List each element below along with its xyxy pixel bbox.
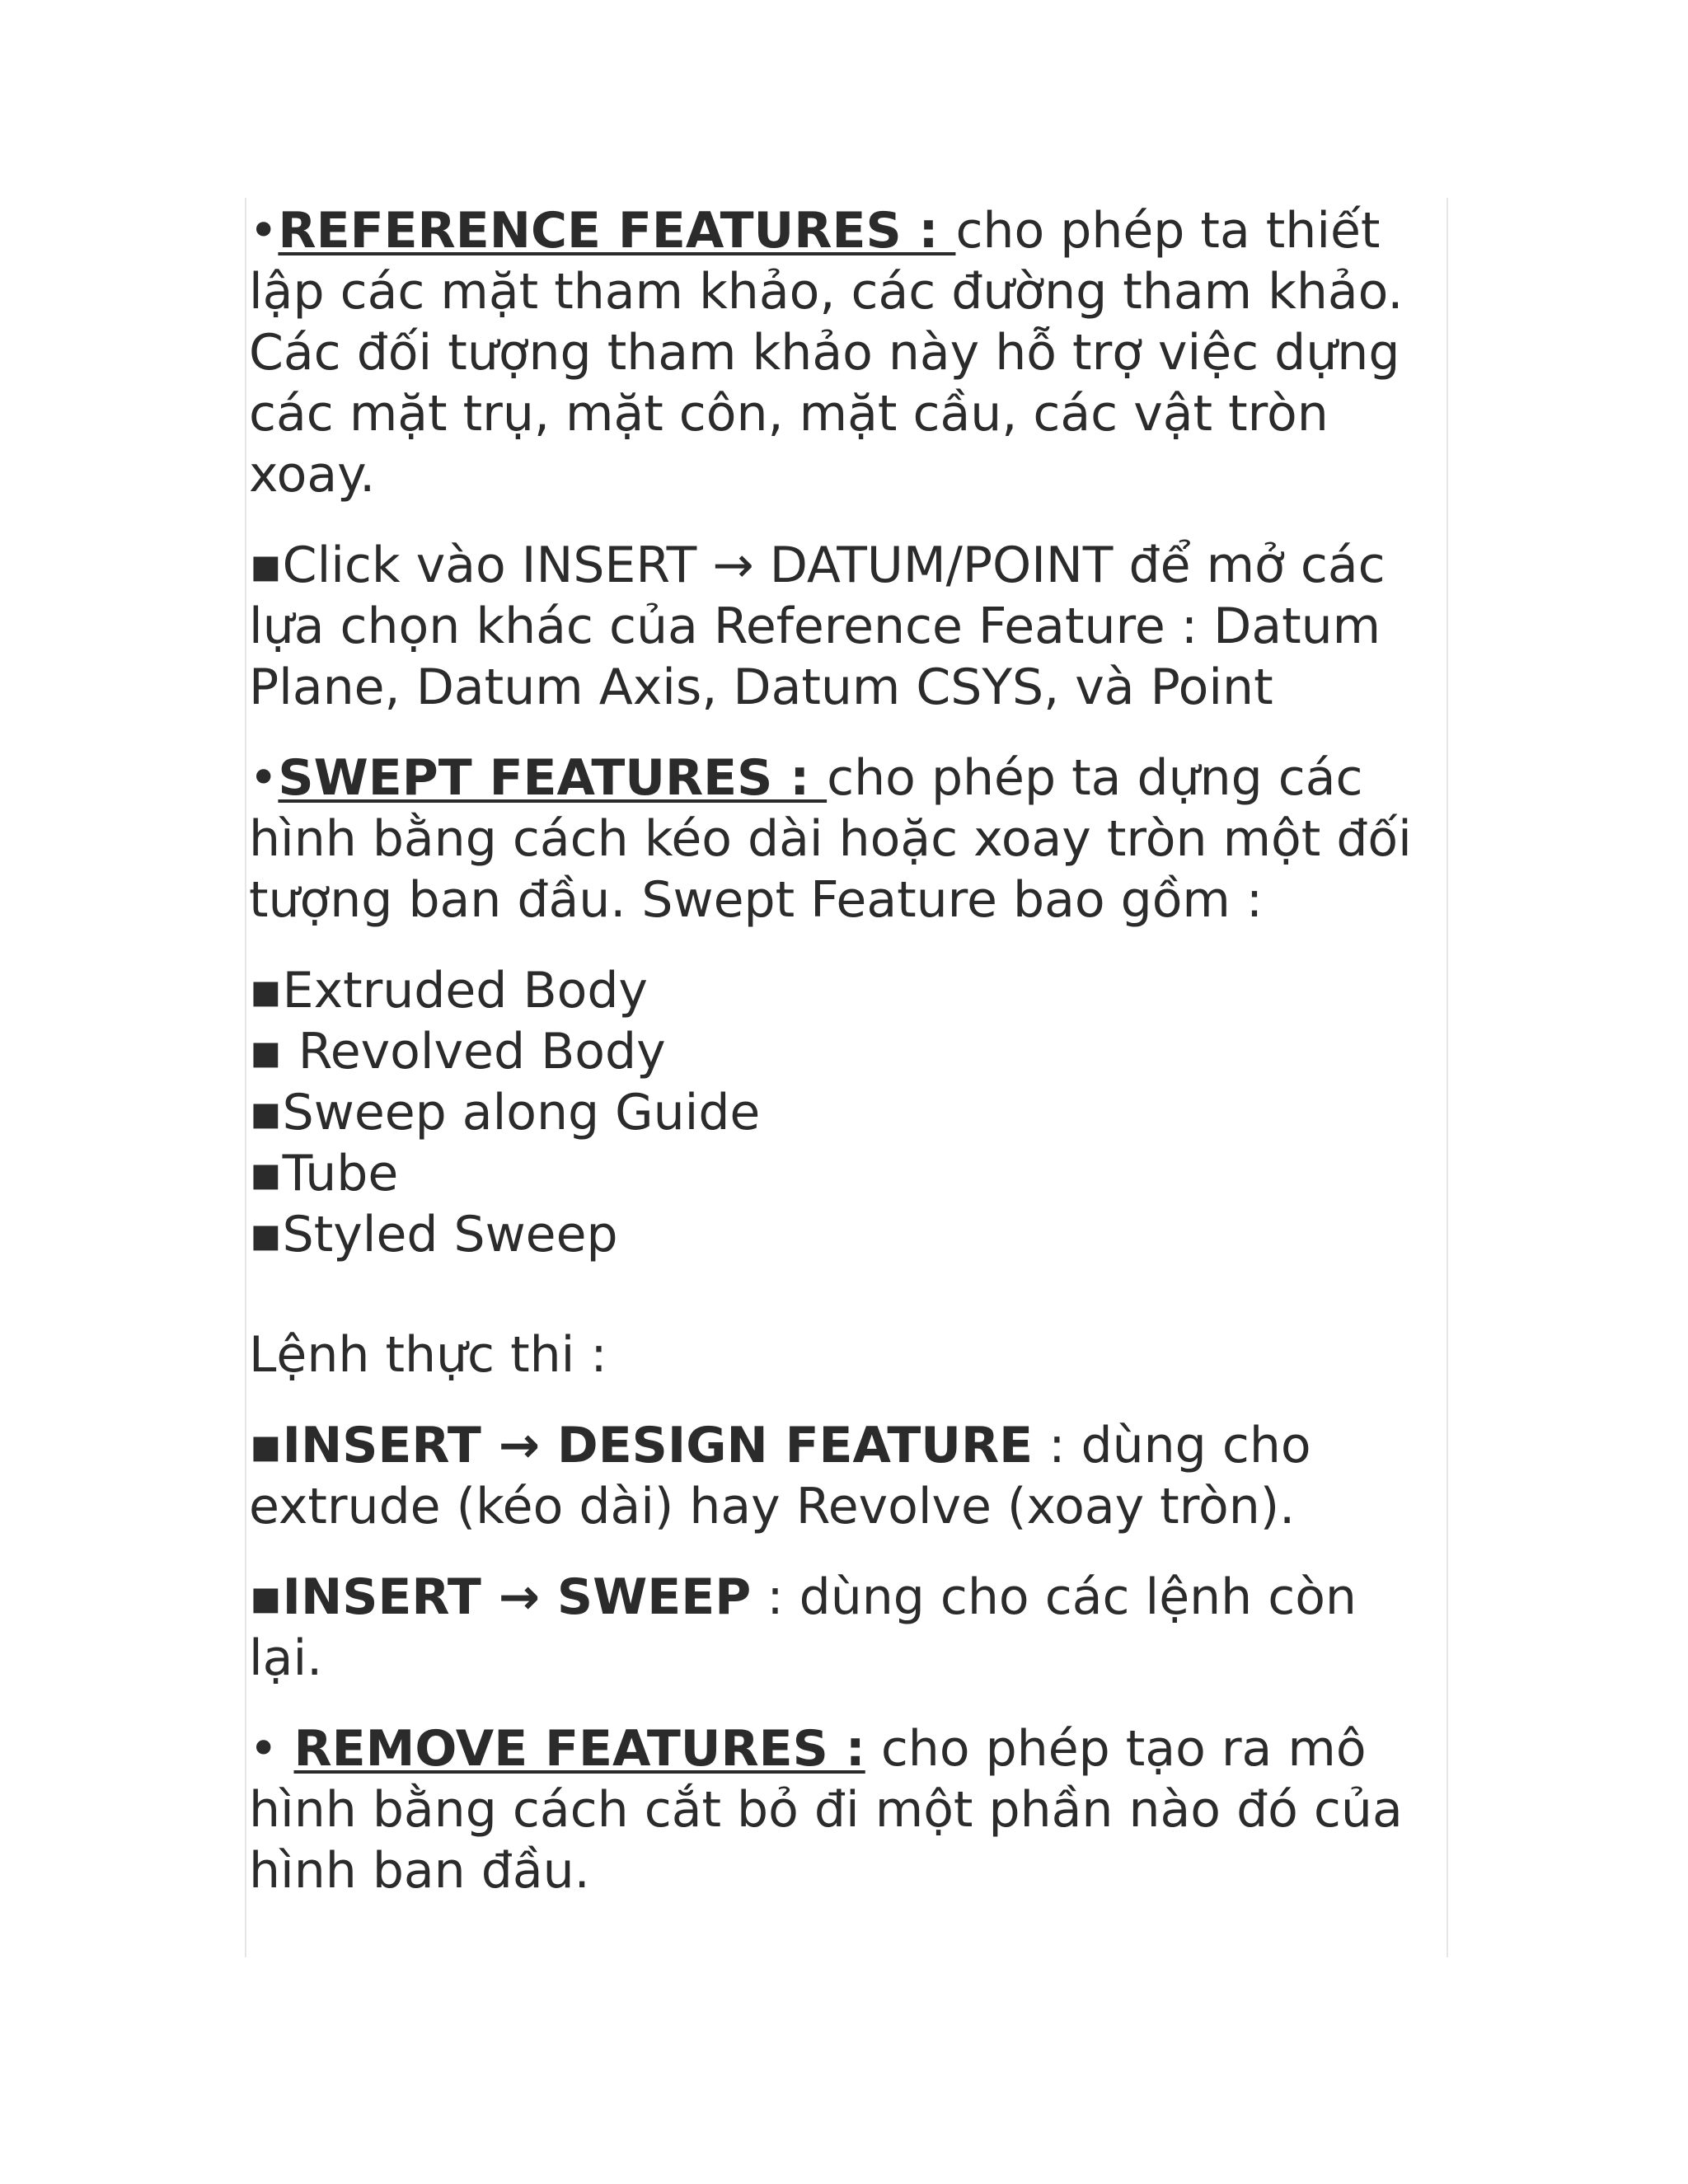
- list-item: ▪Styled Sweep: [249, 1206, 618, 1263]
- command-design-feature-text: : dùng cho extrude (kéo dài) hay Revolve (xoay tròn).: [249, 1417, 1311, 1535]
- remove-features-text: cho phép tạo ra mô hình bằng cách cắt bỏ đi một phần nào đó của hình ban đầu.: [249, 1720, 1403, 1900]
- list-item: ▪ Revolved Body: [249, 1023, 666, 1080]
- reference-features-paragraph: [249, 200, 1436, 505]
- swept-features-heading: SWEPT FEATURES :: [278, 749, 828, 807]
- list-item: ▪Extruded Body: [249, 962, 648, 1019]
- command-sweep-text: : dùng cho các lệnh còn lại.: [249, 1568, 1357, 1687]
- list-item: ▪Tube: [249, 1145, 399, 1202]
- swept-features-text: cho phép ta dựng các hình bằng cách kéo dài hoặc xoay tròn một đối tượng ban đầu. Swept Feature bao gồm :: [249, 749, 1412, 929]
- bullet: ▪: [249, 537, 283, 594]
- command-label: Lệnh thực thi :: [249, 1326, 607, 1384]
- document-body: [249, 200, 1436, 1901]
- command-design-feature-bold: INSERT → DESIGN FEATURE: [282, 1417, 1034, 1474]
- list-item: ▪Sweep along Guide: [249, 1084, 761, 1141]
- remove-features-heading: REMOVE FEATURES :: [293, 1720, 865, 1778]
- swept-features-paragraph: [249, 748, 1436, 930]
- command-sweep-bold: INSERT → SWEEP: [282, 1568, 752, 1626]
- reference-click-paragraph: [249, 535, 1436, 718]
- reference-features-heading: REFERENCE FEATURES :: [278, 202, 956, 260]
- bullet: •: [249, 202, 279, 260]
- command-sweep: [249, 1567, 1436, 1689]
- command-design-feature: [249, 1415, 1436, 1537]
- bullet: ▪: [249, 1568, 283, 1626]
- bullet: •: [249, 749, 279, 807]
- remove-features-paragraph: [249, 1718, 1436, 1901]
- bullet: •: [249, 1720, 294, 1778]
- reference-features-text: cho phép ta thiết lập các mặt tham khảo, các đường tham khảo. Các đối tượng tham khảo này hỗ trợ việc dựng các mặt trụ, mặt côn, mặt cầu, các vật tròn xoay.: [249, 202, 1404, 504]
- swept-feature-list: [249, 960, 1436, 1265]
- reference-click-text: Click vào INSERT → DATUM/POINT để mở các lựa chọn khác của Reference Feature : Datum Plane, Datum Axis, Datum CSYS, và Point: [249, 537, 1386, 716]
- bullet: ▪: [249, 1417, 283, 1474]
